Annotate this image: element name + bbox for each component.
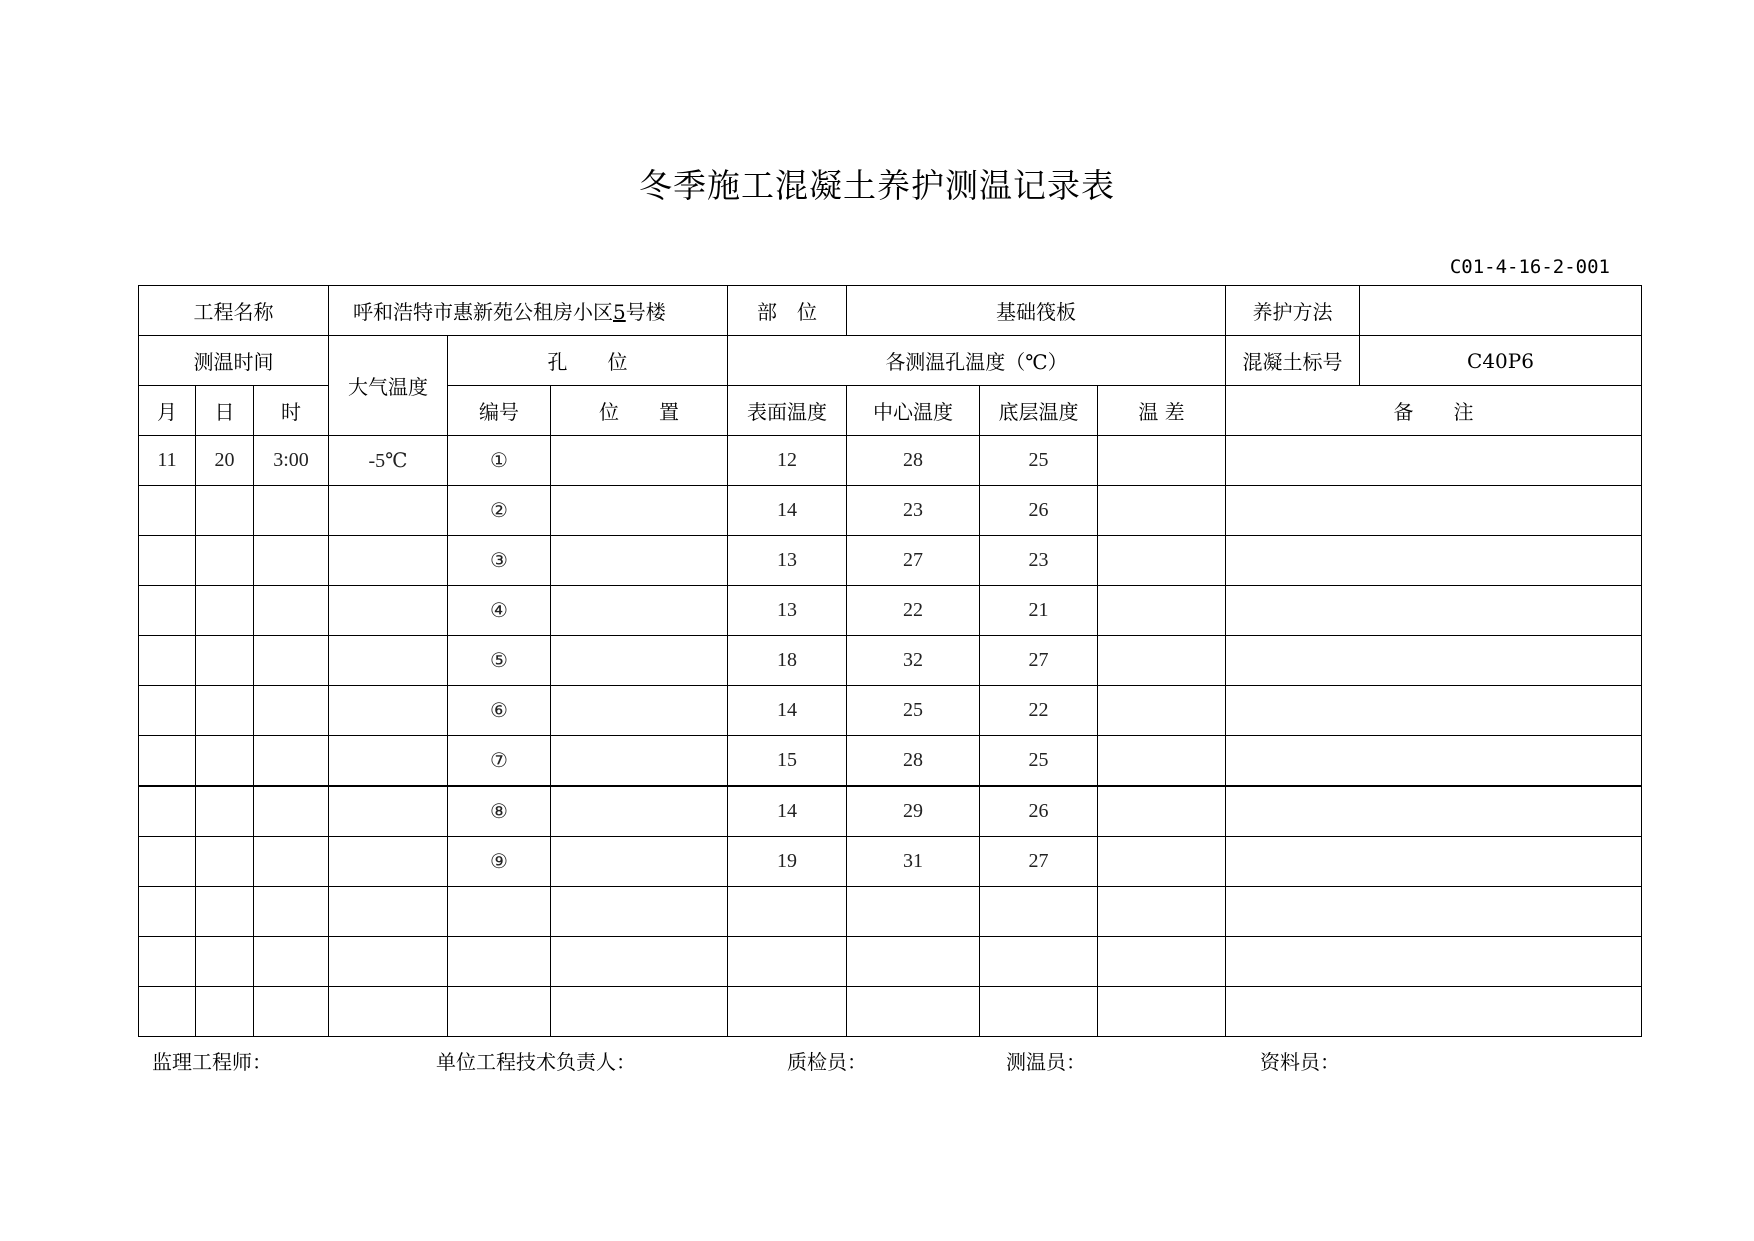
air-temp-cell — [329, 536, 448, 586]
hole-position-cell — [551, 887, 728, 937]
day-cell — [196, 586, 254, 636]
bottom-temp-cell: 26 — [980, 486, 1098, 536]
surface-temp-cell: 13 — [728, 586, 847, 636]
remark-cell — [1226, 987, 1642, 1037]
hour-cell — [254, 887, 329, 937]
hole-number-cell: ② — [448, 486, 551, 536]
air-temp-cell — [329, 837, 448, 887]
hole-number-cell: ⑤ — [448, 636, 551, 686]
archivist-signature-label: 资料员： — [1260, 1050, 1340, 1074]
table-row — [139, 636, 1642, 686]
hole-position-cell — [551, 586, 728, 636]
surface-temp-cell: 18 — [728, 636, 847, 686]
center-temp-header: 中心温度 — [847, 386, 980, 436]
air-temp-cell — [329, 636, 448, 686]
table-row — [139, 436, 1642, 486]
air-temp-cell — [329, 586, 448, 636]
air-temp-cell — [329, 786, 448, 837]
table-row — [139, 686, 1642, 736]
center-temp-cell: 28 — [847, 436, 980, 486]
temp-diff-cell — [1098, 736, 1226, 787]
temp-diff-cell — [1098, 686, 1226, 736]
remark-cell — [1226, 786, 1642, 837]
remark-cell — [1226, 536, 1642, 586]
hole-position-cell — [551, 987, 728, 1037]
bottom-temp-cell: 23 — [980, 536, 1098, 586]
remark-cell — [1226, 636, 1642, 686]
center-temp-cell: 23 — [847, 486, 980, 536]
month-cell: 11 — [139, 436, 196, 486]
month-cell — [139, 486, 196, 536]
hole-position-cell — [551, 786, 728, 837]
air-temp-cell — [329, 486, 448, 536]
month-cell — [139, 536, 196, 586]
surface-temp-cell — [728, 937, 847, 987]
inspector-signature-label: 质检员： — [787, 1050, 867, 1074]
remark-cell — [1226, 887, 1642, 937]
day-cell — [196, 837, 254, 887]
air-temp-cell — [329, 736, 448, 787]
bottom-temp-cell — [980, 987, 1098, 1037]
hole-position-cell — [551, 636, 728, 686]
bottom-temp-header: 底层温度 — [980, 386, 1098, 436]
hole-position-cell — [551, 536, 728, 586]
table-row — [139, 536, 1642, 586]
hour-cell — [254, 786, 329, 837]
air-temp-cell — [329, 937, 448, 987]
surface-temp-cell: 14 — [728, 786, 847, 837]
measure-time-label: 测温时间 — [139, 336, 329, 386]
center-temp-cell: 32 — [847, 636, 980, 686]
day-header: 日 — [196, 386, 254, 436]
hole-temp-label: 各测温孔温度（℃） — [728, 336, 1226, 386]
hole-number-cell — [448, 937, 551, 987]
temp-diff-header: 温 差 — [1098, 386, 1226, 436]
concrete-grade-label: 混凝土标号 — [1226, 336, 1360, 386]
month-cell — [139, 887, 196, 937]
hole-position-cell — [551, 486, 728, 536]
month-cell — [139, 937, 196, 987]
month-cell — [139, 636, 196, 686]
bottom-temp-cell: 21 — [980, 586, 1098, 636]
hole-position-cell — [551, 686, 728, 736]
temp-diff-cell — [1098, 887, 1226, 937]
air-temp-cell — [329, 987, 448, 1037]
position-header: 位 置 — [551, 386, 728, 436]
supervisor-signature-label: 监理工程师： — [152, 1050, 272, 1074]
month-cell — [139, 686, 196, 736]
month-cell — [139, 786, 196, 837]
concrete-grade-value: C40P6 — [1360, 336, 1642, 386]
day-cell — [196, 636, 254, 686]
center-temp-cell: 29 — [847, 786, 980, 837]
hole-number-cell: ⑨ — [448, 837, 551, 887]
day-cell — [196, 686, 254, 736]
hole-number-cell: ⑥ — [448, 686, 551, 736]
surface-temp-cell: 14 — [728, 486, 847, 536]
remark-cell — [1226, 736, 1642, 787]
hour-cell — [254, 837, 329, 887]
number-header: 编号 — [448, 386, 551, 436]
bottom-temp-cell: 26 — [980, 786, 1098, 837]
day-cell — [196, 987, 254, 1037]
table-row — [139, 887, 1642, 937]
hole-number-cell: ③ — [448, 536, 551, 586]
hole-number-cell — [448, 987, 551, 1037]
hour-cell — [254, 686, 329, 736]
temp-diff-cell — [1098, 586, 1226, 636]
data-rows — [139, 436, 1642, 1037]
table-row — [139, 486, 1642, 536]
bottom-temp-cell: 27 — [980, 636, 1098, 686]
project-name-label: 工程名称 — [139, 286, 329, 336]
remark-cell — [1226, 486, 1642, 536]
temp-diff-cell — [1098, 536, 1226, 586]
remark-header: 备 注 — [1226, 386, 1642, 436]
surface-temp-header: 表面温度 — [728, 386, 847, 436]
temp-diff-cell — [1098, 486, 1226, 536]
hour-header: 时 — [254, 386, 329, 436]
temp-diff-cell — [1098, 436, 1226, 486]
hour-cell — [254, 937, 329, 987]
air-temp-cell — [329, 887, 448, 937]
center-temp-cell: 22 — [847, 586, 980, 636]
air-temp-cell — [329, 686, 448, 736]
day-cell — [196, 536, 254, 586]
hour-cell — [254, 987, 329, 1037]
part-label: 部 位 — [728, 286, 847, 336]
remark-cell — [1226, 586, 1642, 636]
surface-temp-cell: 15 — [728, 736, 847, 787]
part-value: 基础筏板 — [847, 286, 1226, 336]
month-cell — [139, 586, 196, 636]
day-cell — [196, 937, 254, 987]
bottom-temp-cell: 22 — [980, 686, 1098, 736]
day-cell — [196, 786, 254, 837]
day-cell: 20 — [196, 436, 254, 486]
center-temp-cell: 31 — [847, 837, 980, 887]
bottom-temp-cell: 27 — [980, 837, 1098, 887]
day-cell — [196, 736, 254, 787]
hole-position-cell — [551, 436, 728, 486]
curing-method-value — [1360, 286, 1642, 336]
hole-number-cell: ⑧ — [448, 786, 551, 837]
temp-diff-cell — [1098, 636, 1226, 686]
temp-diff-cell — [1098, 837, 1226, 887]
hour-cell — [254, 586, 329, 636]
hour-cell — [254, 636, 329, 686]
center-temp-cell — [847, 887, 980, 937]
hole-number-cell: ① — [448, 436, 551, 486]
page-title: 冬季施工混凝土养护测温记录表 — [639, 166, 1115, 205]
bottom-temp-cell — [980, 887, 1098, 937]
air-temp-label: 大气温度 — [329, 336, 448, 436]
day-cell — [196, 887, 254, 937]
surface-temp-cell: 19 — [728, 837, 847, 887]
table-row — [139, 837, 1642, 887]
hole-number-cell — [448, 887, 551, 937]
remark-cell — [1226, 837, 1642, 887]
center-temp-cell: 27 — [847, 536, 980, 586]
table-row — [139, 987, 1642, 1037]
signature-footer — [0, 1046, 1754, 1076]
header-row-time — [139, 336, 1642, 386]
hole-position-label: 孔 位 — [448, 336, 728, 386]
header-row-project — [139, 286, 1642, 336]
temp-diff-cell — [1098, 786, 1226, 837]
surface-temp-cell — [728, 987, 847, 1037]
bottom-temp-cell: 25 — [980, 736, 1098, 787]
temp-diff-cell — [1098, 937, 1226, 987]
remark-cell — [1226, 436, 1642, 486]
hole-position-cell — [551, 837, 728, 887]
hour-cell — [254, 486, 329, 536]
hole-number-cell: ⑦ — [448, 736, 551, 787]
bottom-temp-cell: 25 — [980, 436, 1098, 486]
table-row — [139, 736, 1642, 787]
tech-lead-signature-label: 单位工程技术负责人： — [436, 1050, 636, 1074]
air-temp-cell: -5℃ — [329, 436, 448, 486]
hour-cell — [254, 536, 329, 586]
table-row — [139, 937, 1642, 987]
surface-temp-cell: 14 — [728, 686, 847, 736]
day-cell — [196, 486, 254, 536]
hole-position-cell — [551, 937, 728, 987]
surface-temp-cell: 12 — [728, 436, 847, 486]
curing-method-label: 养护方法 — [1226, 286, 1360, 336]
table-row — [139, 786, 1642, 837]
hole-number-cell: ④ — [448, 586, 551, 636]
temp-diff-cell — [1098, 987, 1226, 1037]
remark-cell — [1226, 686, 1642, 736]
document-code: C01-4-16-2-001 — [1449, 256, 1610, 278]
month-cell — [139, 837, 196, 887]
remark-cell — [1226, 937, 1642, 987]
table-row — [139, 586, 1642, 636]
thermometer-signature-label: 测温员： — [1006, 1050, 1086, 1074]
bottom-temp-cell — [980, 937, 1098, 987]
surface-temp-cell — [728, 887, 847, 937]
center-temp-cell — [847, 987, 980, 1037]
project-name-value: 呼和浩特市惠新苑公租房小区5号楼 — [329, 286, 728, 336]
hour-cell — [254, 736, 329, 787]
center-temp-cell: 25 — [847, 686, 980, 736]
center-temp-cell — [847, 937, 980, 987]
month-cell — [139, 736, 196, 787]
temperature-record-table — [138, 285, 1642, 1037]
hole-position-cell — [551, 736, 728, 787]
hour-cell: 3:00 — [254, 436, 329, 486]
month-cell — [139, 987, 196, 1037]
center-temp-cell: 28 — [847, 736, 980, 787]
surface-temp-cell: 13 — [728, 536, 847, 586]
month-header: 月 — [139, 386, 196, 436]
